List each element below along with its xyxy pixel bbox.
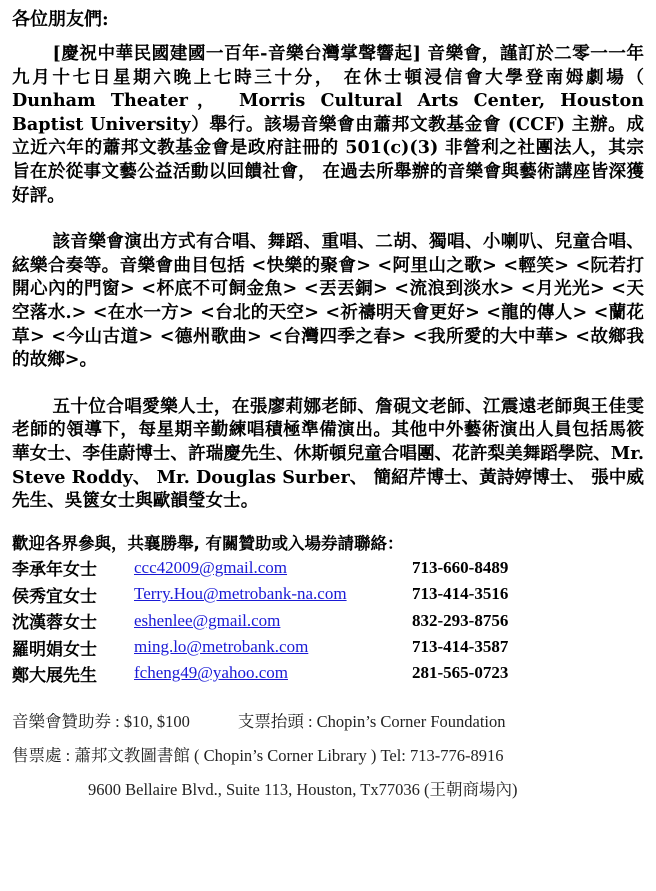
letter-page <box>12 8 644 801</box>
contact-intro: 歡迎各界參與，共襄勝舉, 有關贊助或入場券請聯絡： <box>12 533 404 553</box>
contact-name: 羅明娟女士 <box>12 639 97 660</box>
paragraph-program: 該音樂會演出方式有合唱、舞蹈、重唱、二胡、獨唱、小喇叭、兒童合唱、絃樂合奏等。音樂會曲目包括 <快樂的聚會> <阿里山之歌> <輕笑> <阮若打開心內的門窗> <杯底不可飼金魚> <丟丟銅> <流浪到淡水> <月光光> <天空落水.> <在水一方> <台北的天空> <祈禱明天會更好> <龍的傳人> <蘭花草> <今山古道> <德州歌曲> <台灣四季之春> <我所愛的大中華> <故鄉我的故鄉>。 <box>12 231 644 371</box>
contact-row <box>12 581 508 607</box>
outlet-address: 9600 Bellaire Blvd., Suite 113, Houston, Tx77036 (王朝商場內) <box>88 779 518 799</box>
contact-email-link[interactable]: Terry.Hou@metrobank-na.com <box>134 584 347 604</box>
footer-sponsor-line <box>12 711 644 733</box>
contact-name: 沈漢蓉女士 <box>12 613 97 634</box>
greeting: 各位朋友們: <box>12 9 109 30</box>
contact-phone: 713-414-3516 <box>412 584 509 604</box>
contact-email-link[interactable]: eshenlee@gmail.com <box>134 610 281 630</box>
contact-row <box>12 607 508 633</box>
check-payable-to: 支票抬頭 : Chopin’s Corner Foundation <box>237 711 506 731</box>
contact-phone: 713-660-8489 <box>412 557 509 577</box>
paragraph-concert-intro: [慶祝中華民國建國一百年-音樂台灣掌聲響起] 音樂會，謹訂於二零一一年九月十七日星期六晚上七時三十分， 在休士頓浸信會大學登南姆劇場（ Dunham Theater， Morris Cultural Arts Center, Houston Baptist University）舉行。該場音樂會由蕭邦文教基金會 (CCF) 主辦。成立近六年的蕭邦文教基金會是政府註冊的 501(c)(3) 非營利之社團法人，其宗旨在於從事文藝公益活動以回饋社會， 在過去所舉辦的音樂會與藝術講座皆深獲好評。 <box>12 43 644 206</box>
contact-name: 侯秀宜女士 <box>12 586 97 607</box>
ticket-outlet: 售票處 : 蕭邦文教圖書館 ( Chopin’s Corner Library ) Tel: 713-776-8916 <box>12 745 504 765</box>
contact-row <box>12 634 508 660</box>
contact-name: 李承年女士 <box>12 560 97 581</box>
contact-email-link[interactable]: ming.lo@metrobank.com <box>134 637 309 657</box>
contact-table <box>12 555 508 687</box>
contact-row <box>12 660 508 686</box>
contact-name: 鄭大展先生 <box>12 665 97 686</box>
paragraph-performers: 五十位合唱愛樂人士，在張廖莉娜老師、詹硯文老師、江震遠老師與王佳雯老師的領導下，每星期辛勤練唱積極準備演出。其他中外藝術演出人員包括馬筱華女士、李佳蔚博士、許瑞慶先生、休斯頓兒童合唱團、花許梨美舞蹈學院、Mr. Steve Roddy、 Mr. Douglas Surber、 簡紹芹博士、黃詩婷博士、 張中威先生、吳篋女士與歐韻瑩女士。 <box>12 395 644 512</box>
contact-phone: 832-293-8756 <box>412 610 509 630</box>
sponsor-ticket-price: 音樂會贊助券 : $10, $100 <box>12 711 190 731</box>
contact-email-link[interactable]: ccc42009@gmail.com <box>134 557 288 577</box>
contact-email-link[interactable]: fcheng49@yahoo.com <box>134 663 288 683</box>
contact-phone: 713-414-3587 <box>412 637 509 657</box>
contact-phone: 281-565-0723 <box>412 663 509 683</box>
contact-row <box>12 555 508 581</box>
